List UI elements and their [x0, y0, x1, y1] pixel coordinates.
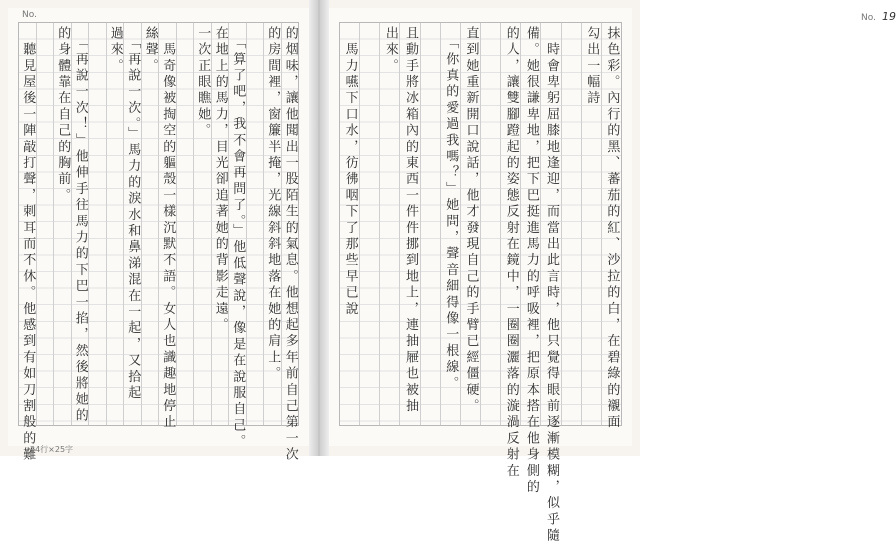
left-page-column — [193, 23, 211, 425]
left-page-column — [141, 23, 159, 425]
right-page-column — [581, 23, 601, 425]
left-page-column-text: 在地上的馬力，目光卻追著她的背影走遠。 — [212, 26, 228, 334]
right-page-column — [440, 23, 460, 425]
right-page-column — [561, 23, 581, 425]
right-page-number: 19 — [881, 10, 896, 23]
left-page-number-label — [22, 10, 37, 20]
right-page-column — [399, 23, 419, 425]
right-page-column — [601, 23, 621, 431]
right-page-column-text: 抹色彩。內行的黑、蕃茄的紅、沙拉的白，在碧綠的襯面 — [604, 26, 620, 431]
left-page-column — [36, 23, 54, 425]
left-page-column-text: 「算了吧，我不會再問了。」他低聲說，像是在說服自己。 — [230, 26, 246, 451]
paper-spec: 24行×25字 — [30, 445, 74, 454]
left-page-column-text: 一次正眼瞧她。 — [195, 26, 211, 140]
right-page-column — [520, 23, 540, 496]
right-page-column-text: 直到她重新開口說話，他才發現自己的手臂已經僵硬。 — [463, 26, 479, 415]
left-page-column-text: 馬奇像被掏空的軀殼一樣沉默不語。女人也識趣地停止 — [160, 26, 176, 431]
right-page-column — [460, 23, 480, 425]
left-page-column — [176, 23, 194, 425]
left-page-column — [211, 23, 229, 425]
right-page-column-text: 出來。 — [382, 26, 398, 75]
left-page-column-text: 絲聲。 — [142, 26, 158, 75]
right-page-column — [379, 23, 399, 425]
right-page-column — [420, 23, 440, 425]
right-page-column — [500, 23, 520, 480]
right-page-column — [359, 23, 379, 425]
left-page-column — [123, 23, 141, 425]
left-page-column — [71, 23, 89, 425]
right-manuscript-grid — [339, 22, 622, 544]
right-page-column-text: 「你真的愛過我嗎？」她問，聲音細得像一根線。 — [443, 26, 459, 393]
right-page — [329, 8, 896, 544]
right-page-column-text: 的人，讓雙腳蹬起的姿態反射在鏡中，一圈圈灑落的漩渦反射在 — [503, 26, 519, 480]
left-page-column-text: 的烟味，讓他聞出一股陌生的氣息。他想起多年前自己第一次 — [282, 26, 298, 464]
left-page-column-text: 過來。 — [107, 26, 123, 75]
right-page-column-text: 馬力嚥下口水，彷彿咽下了那些早已說 — [342, 26, 358, 318]
left-page-column-text: 「再說一次！」他伸手往馬力的下巴一掐，然後將她的 — [72, 26, 88, 425]
left-page-column-text: 「再說一次。」馬力的淚水和鼻涕混在一起，又拾起 — [125, 26, 141, 402]
left-page-column — [246, 23, 264, 425]
left-page-column-text: 的房間裡，窗簾半掩，光線斜斜地落在她的肩上。 — [265, 26, 281, 383]
left-page-column — [263, 23, 281, 425]
right-page-column-text: 且動手將冰箱內的東西一件件挪到地上，連抽屜也被抽 — [403, 26, 419, 415]
right-page-number-label — [861, 10, 896, 23]
right-page-column-text: 備。她很謙卑地，把下巴挺進馬力的呼吸裡，把原本搭在他身側的 — [523, 26, 539, 496]
right-page-column — [480, 23, 500, 425]
right-page-column — [340, 23, 359, 425]
left-no-label: No. — [22, 10, 37, 20]
right-page-column-text: 時會卑躬屈膝地逢迎，而當出此言時，他只覺得眼前逐漸模糊，似乎隨 — [544, 26, 559, 544]
left-page-column — [19, 23, 36, 464]
right-no-label: No. — [861, 13, 876, 23]
left-page-column — [106, 23, 124, 425]
left-page-column — [228, 23, 246, 451]
left-page-column — [281, 23, 299, 464]
left-page-column — [88, 23, 106, 425]
left-page-column — [53, 23, 71, 425]
left-page-column-text: 的身體靠在自己的胸前。 — [55, 26, 71, 205]
book-gutter — [309, 0, 329, 456]
right-page-column-text: 勾出一幅詩 — [584, 26, 600, 107]
left-page-column-text: 聽見屋後一陣敲打聲，刺耳而不休。他感到有如刀割般的難 — [20, 26, 36, 464]
left-page-column — [158, 23, 176, 431]
right-page-column — [540, 23, 560, 544]
